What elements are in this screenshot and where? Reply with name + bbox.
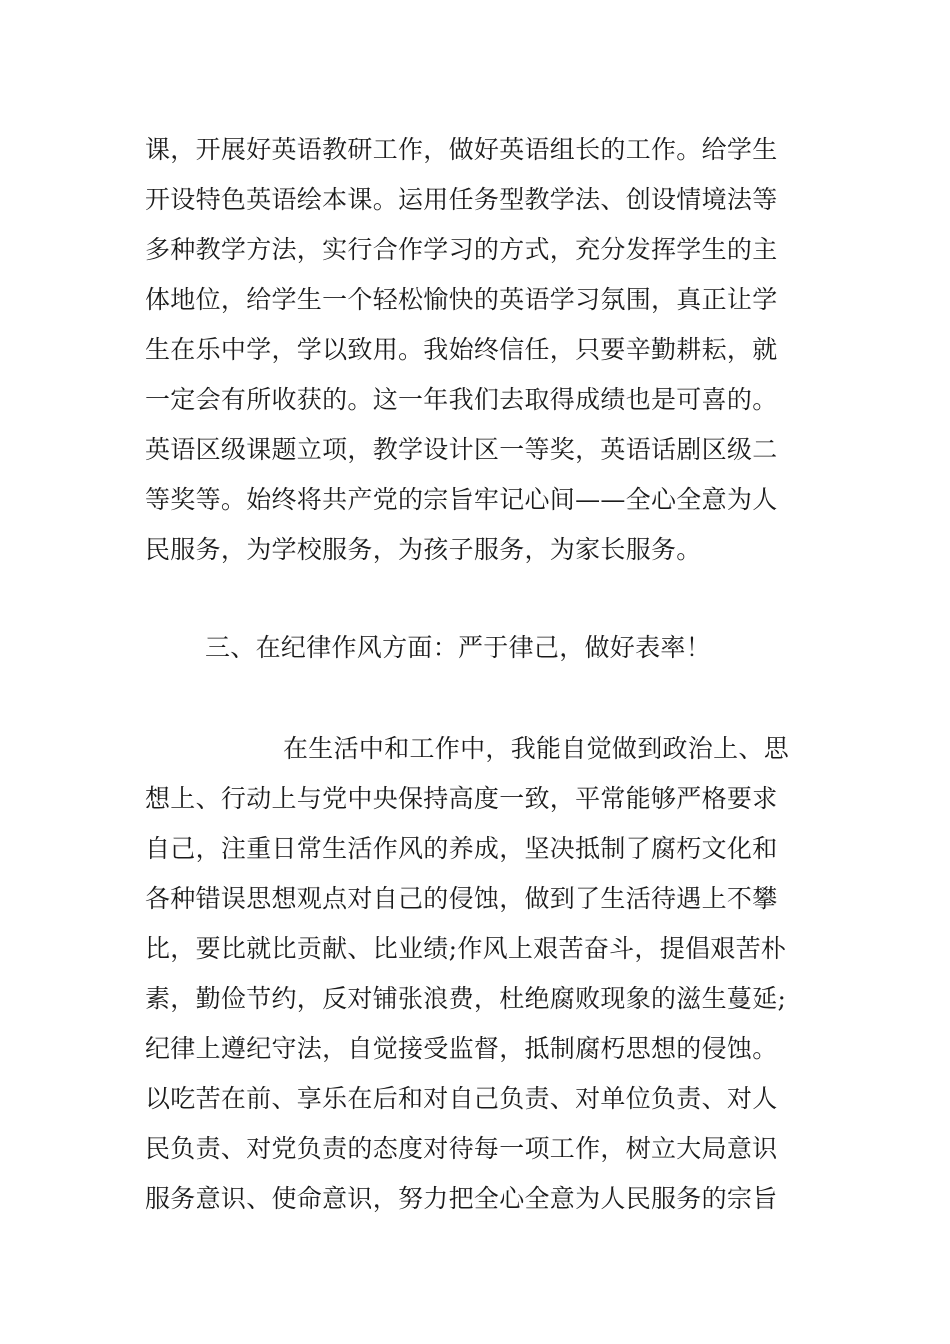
- paragraph-1-line-1: 课，开展好英语教研工作，做好英语组长的工作。给学生: [145, 135, 778, 164]
- paragraph-1-line-4: 体地位，给学生一个轻松愉快的英语学习氛围，真正让学: [145, 285, 778, 314]
- paragraph-2-line-7: 纪律上遵纪守法，自觉接受监督，抵制腐朽思想的侵蚀。: [145, 1034, 778, 1063]
- paragraph-1-line-8: 等奖等。始终将共产党的宗旨牢记心间——全心全意为人: [145, 485, 778, 514]
- paragraph-2-line-1: 在生活中和工作中，我能自觉做到政治上、思: [283, 734, 790, 763]
- paragraph-2-line-10: 服务意识、使命意识，努力把全心全意为人民服务的宗旨: [145, 1184, 778, 1213]
- paragraph-2-line-4: 各种错误思想观点对自己的侵蚀，做到了生活待遇上不攀: [145, 884, 778, 913]
- paragraph-1-line-3: 多种教学方法，实行合作学习的方式，充分发挥学生的主: [145, 235, 778, 264]
- paragraph-1-line-7: 英语区级课题立项，教学设计区一等奖，英语话剧区级二: [145, 435, 778, 464]
- section-heading: 三、在纪律作风方面：严于律己，做好表率！: [205, 633, 712, 662]
- paragraph-1-line-2: 开设特色英语绘本课。运用任务型教学法、创设情境法等: [145, 185, 778, 214]
- paragraph-1-line-6: 一定会有所收获的。这一年我们去取得成绩也是可喜的。: [145, 385, 778, 414]
- paragraph-1-line-5: 生在乐中学，学以致用。我始终信任，只要辛勤耕耘，就: [145, 335, 778, 364]
- paragraph-2-line-6: 素，勤俭节约，反对铺张浪费，杜绝腐败现象的滋生蔓延;: [145, 984, 787, 1013]
- paragraph-2-line-5: 比，要比就比贡献、比业绩;作风上艰苦奋斗，提倡艰苦朴: [145, 934, 787, 963]
- paragraph-2-line-3: 自己，注重日常生活作风的养成，坚决抵制了腐朽文化和: [145, 834, 778, 863]
- paragraph-1-line-9: 民服务，为学校服务，为孩子服务，为家长服务。: [145, 535, 702, 564]
- paragraph-2-line-8: 以吃苦在前、享乐在后和对自己负责、对单位负责、对人: [145, 1084, 778, 1113]
- paragraph-2-line-9: 民负责、对党负责的态度对待每一项工作，树立大局意识: [145, 1134, 778, 1163]
- paragraph-2-line-2: 想上、行动上与党中央保持高度一致，平常能够严格要求: [145, 784, 778, 813]
